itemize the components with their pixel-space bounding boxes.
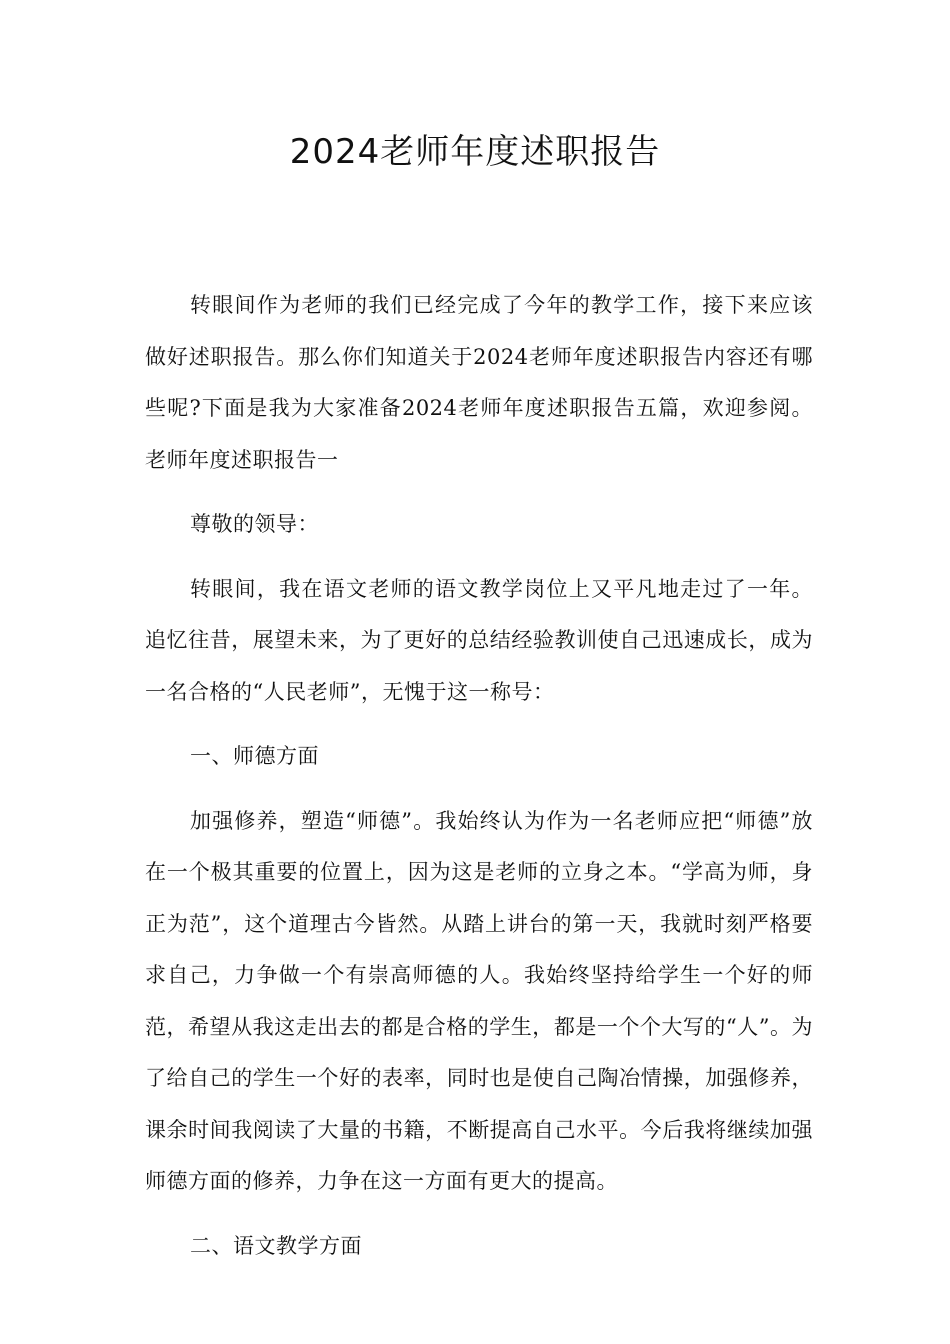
- opening-paragraph: 转眼间，我在语文老师的语文教学岗位上又平凡地走过了一年。追忆往昔，展望未来，为了更好的总结经验教训使自己迅速成长，成为一名合格的“人民老师”，无愧于这一称号：: [145, 576, 813, 704]
- section-heading-ethics: 一、师德方面: [190, 744, 319, 768]
- intro-paragraph: 转眼间作为老师的我们已经完成了今年的教学工作，接下来应该做好述职报告。那么你们知道关于2024老师年度述职报告内容还有哪些呢?下面是我为大家准备2024老师年度述职报告五篇，欢迎参阅。老师年度述职报告一: [145, 293, 813, 472]
- document-body: [145, 280, 813, 1285]
- document-title: 2024老师年度述职报告: [289, 132, 661, 172]
- section-heading-teaching: 二、语文教学方面: [190, 1233, 362, 1258]
- ethics-paragraph: 加强修养，塑造“师德”。我始终认为作为一名老师应把“师德”放在一个极其重要的位置上，因为这是老师的立身之本。“学高为师，身正为范”，这个道理古今皆然。从踏上讲台的第一天，我就时刻严格要求自己，力争做一个有崇高师德的人。我始终坚持给学生一个好的师范，希望从我这走出去的都是合格的学生，都是一个个大写的“人”。为了给自己的学生一个好的表率，同时也是使自己陶冶情操，加强修养，课余时间我阅读了大量的书籍，不断提高自己水平。今后我将继续加强师德方面的修养，力争在这一方面有更大的提高。: [145, 808, 813, 1193]
- salutation: 尊敬的领导：: [190, 512, 319, 536]
